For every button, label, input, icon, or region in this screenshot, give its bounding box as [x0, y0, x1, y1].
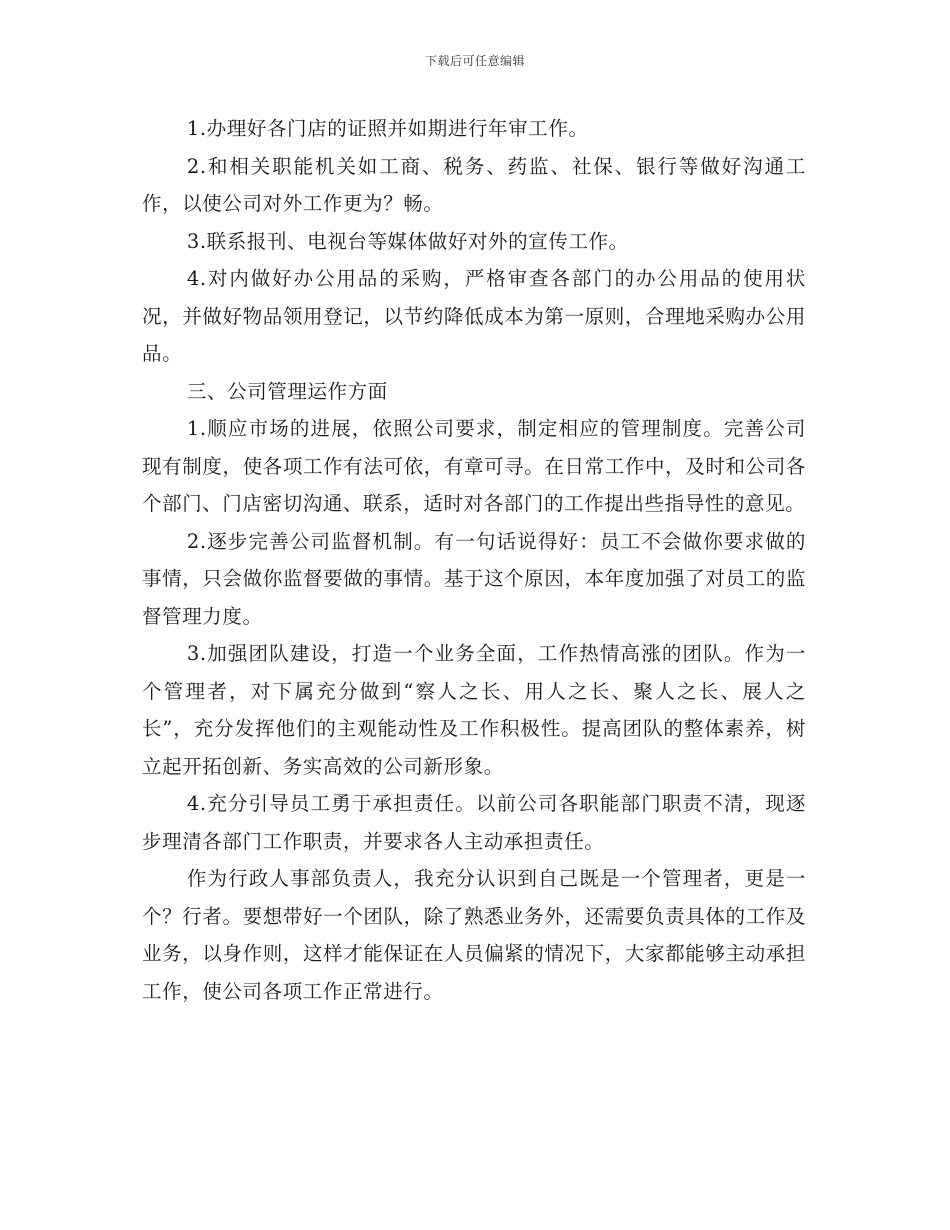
section-heading-management: 三、公司管理运作方面 — [186, 379, 388, 403]
paragraph-conclusion: 作为行政人事部负责人，我充分认识到自己既是一个管理者，更是一个？行者。要想带好一个团队，除了熟悉业务外，还需要负责具体的工作及业务，以身作则，这样才能保证在人员偏紧的情况下，大家都能够主动承担工作，使公司各项工作正常进行。 — [142, 867, 806, 1003]
paragraph-management-2: 2.逐步完善公司监督机制。有一句话说得好：员工不会做你要求做的事情，只会做你监督要做的事情。基于这个原因，本年度加强了对员工的监督管理力度。 — [142, 529, 806, 628]
paragraph-admin-1: 1.办理好各门店的证照并如期进行年审工作。 — [186, 117, 589, 140]
paragraph-management-4: 4.充分引导员工勇于承担责任。以前公司各职能部门职责不清，现逐步理清各部门工作职责，并要求各人主动承担责任。 — [142, 792, 806, 853]
paragraph-admin-2: 2.和相关职能机关如工商、税务、药监、社保、银行等做好沟通工作，以使公司对外工作更为？畅。 — [142, 154, 806, 215]
paragraph-admin-4: 4.对内做好办公用品的采购，严格审查各部门的办公用品的使用状况，并做好物品领用登记，以节约降低成本为第一原则，合理地采购办公用品。 — [142, 267, 806, 365]
paragraph-admin-3: 3.联系报刊、电视台等媒体做好对外的宣传工作。 — [186, 229, 629, 253]
page-header-note: 下载后可任意编辑 — [424, 54, 525, 68]
paragraph-management-3: 3.加强团队建设，打造一个业务全面，工作热情高涨的团队。作为一个管理者，对下属充分做到“察人之长、用人之长、聚人之长、展人之长”，充分发挥他们的主观能动性及工作积极性。提高团队的整体素养，树立起开拓创新、务实高效的公司新形象。 — [142, 642, 806, 778]
paragraph-management-1: 1.顺应市场的进展，依照公司要求，制定相应的管理制度。完善公司现有制度，使各项工作有法可依，有章可寻。在日常工作中，及时和公司各个部门、门店密切沟通、联系，适时对各部门的工作提出些指导性的意见。 — [142, 417, 806, 515]
document-body — [142, 110, 806, 1010]
